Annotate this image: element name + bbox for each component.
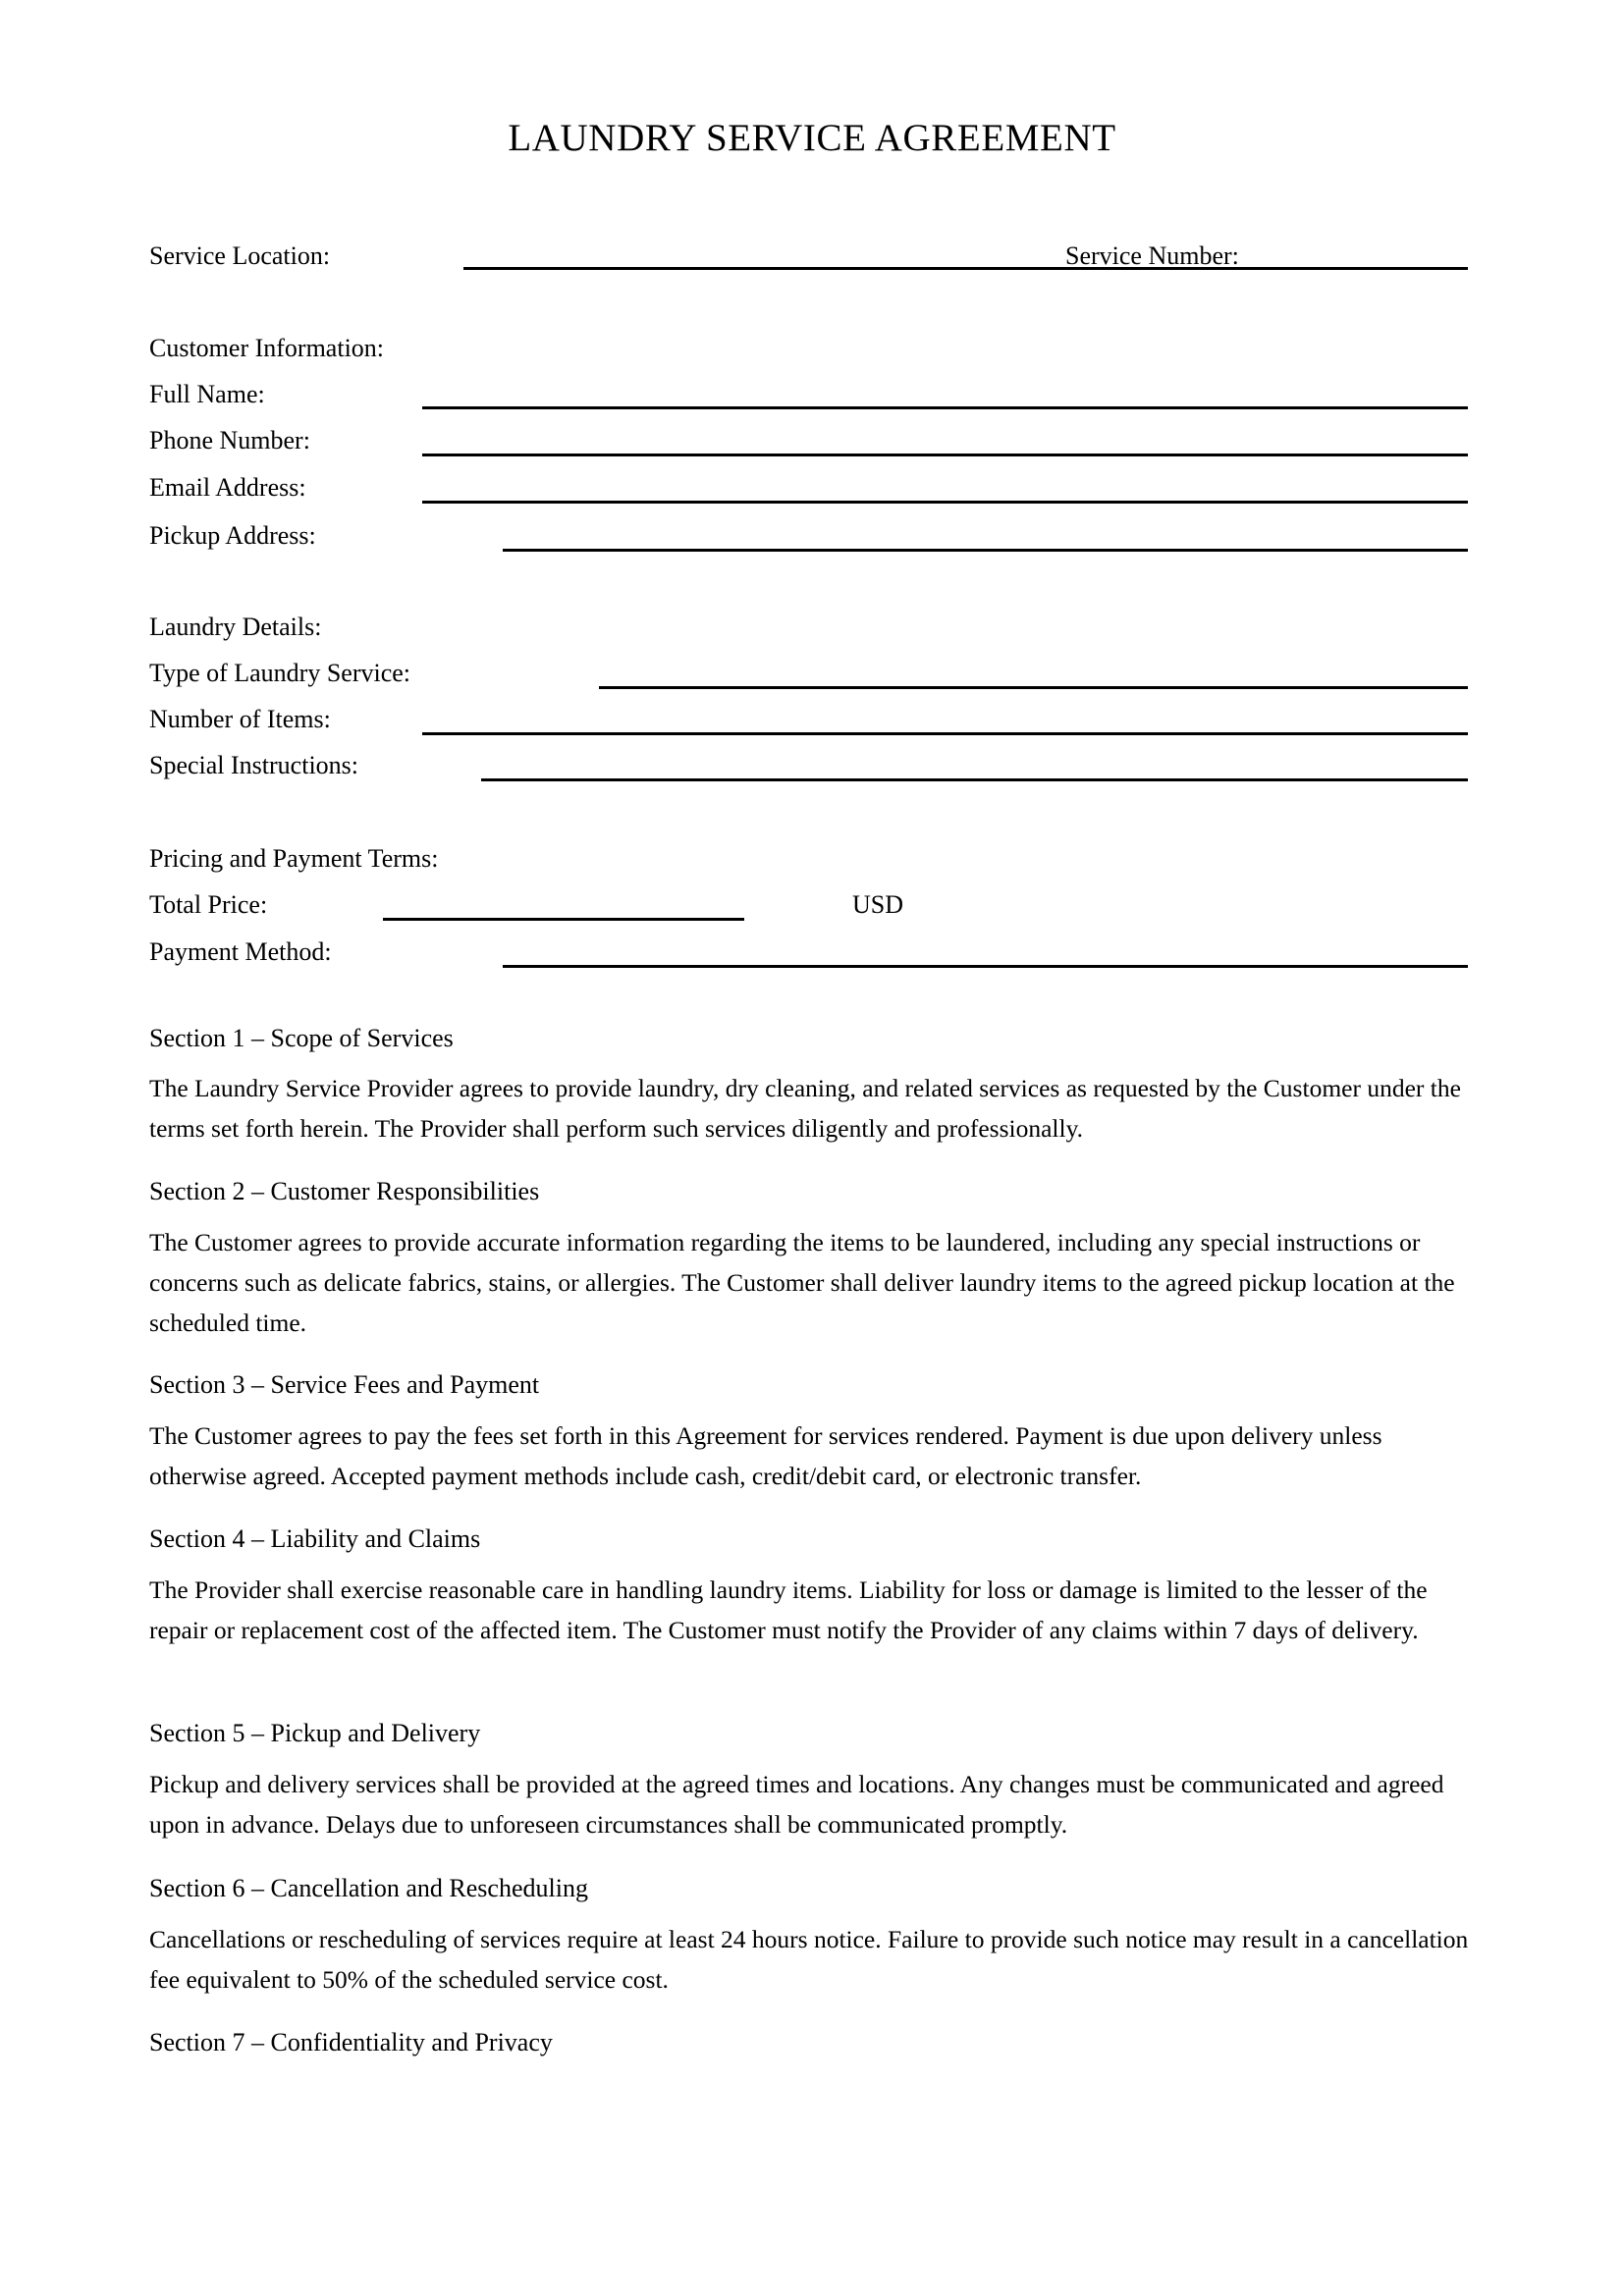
- section-3-heading: Section 3 – Service Fees and Payment: [149, 1370, 540, 1399]
- section-6-body: Cancellations or rescheduling of services require at least 24 hours notice. Failure to provide such notice may result in a cancellation fee equivalent to 50% of the scheduled service cost.: [149, 1925, 1469, 1994]
- section-6-heading: Section 6 – Cancellation and Rescheduling: [149, 1874, 588, 1902]
- payment-method-input-rule[interactable]: [503, 965, 1468, 968]
- pricing-and-payment-heading: Pricing and Payment Terms:: [149, 844, 439, 873]
- payment-method-label: Payment Method:: [149, 937, 332, 966]
- special-instructions-label: Special Instructions:: [149, 751, 359, 779]
- section-4-body: The Provider shall exercise reasonable care in handling laundry items. Liability for loss or damage is limited to the lesser of the repair or replacement cost of the affected item. The Customer must notify the Provider of any claims within 7 days of delivery.: [149, 1575, 1428, 1644]
- email-address-input-rule[interactable]: [422, 501, 1468, 504]
- type-of-laundry-service-label: Type of Laundry Service:: [149, 659, 411, 687]
- section-4-heading: Section 4 – Liability and Claims: [149, 1524, 481, 1553]
- phone-number-label: Phone Number:: [149, 426, 310, 454]
- special-instructions-input-rule[interactable]: [481, 778, 1468, 781]
- pickup-address-input-rule[interactable]: [503, 549, 1468, 552]
- customer-information-heading: Customer Information:: [149, 334, 385, 362]
- total-price-label: Total Price:: [149, 890, 268, 919]
- section-5-body: Pickup and delivery services shall be provided at the agreed times and locations. Any changes must be communicated and agreed upon in advance. Delays due to unforeseen circumstances shall be communicated promptly.: [149, 1770, 1444, 1839]
- section-2-body: The Customer agrees to provide accurate information regarding the items to be laundered, including any special instructions or concerns such as delicate fabrics, stains, or allergies. The Customer shall deliver laundry items to the agreed pickup location at the scheduled time.: [149, 1228, 1455, 1337]
- service-location-label: Service Location:: [149, 241, 331, 270]
- full-name-input-rule[interactable]: [422, 406, 1468, 409]
- section-1-body: The Laundry Service Provider agrees to provide laundry, dry cleaning, and related services as requested by the Customer under the terms set forth herein. The Provider shall perform such services diligently and professionally.: [149, 1074, 1461, 1143]
- section-5-heading: Section 5 – Pickup and Delivery: [149, 1719, 481, 1747]
- service-location-input-rule[interactable]: [463, 267, 1468, 270]
- page-title: LAUNDRY SERVICE AGREEMENT: [508, 117, 1116, 159]
- service-number-label: Service Number:: [1065, 241, 1239, 270]
- currency-label: USD: [852, 890, 904, 919]
- laundry-details-heading: Laundry Details:: [149, 613, 322, 641]
- pickup-address-label: Pickup Address:: [149, 521, 316, 550]
- full-name-label: Full Name:: [149, 380, 265, 408]
- type-of-laundry-service-input-rule[interactable]: [599, 686, 1468, 689]
- number-of-items-label: Number of Items:: [149, 705, 331, 733]
- section-1-heading: Section 1 – Scope of Services: [149, 1024, 454, 1052]
- section-7-heading: Section 7 – Confidentiality and Privacy: [149, 2028, 553, 2056]
- email-address-label: Email Address:: [149, 473, 306, 502]
- phone-number-input-rule[interactable]: [422, 454, 1468, 456]
- section-2-heading: Section 2 – Customer Responsibilities: [149, 1177, 540, 1205]
- section-3-body: The Customer agrees to pay the fees set forth in this Agreement for services rendered. Payment is due upon delivery unless otherwise agreed. Accepted payment methods include cash, credit/debit card, or electronic transfer.: [149, 1421, 1382, 1490]
- number-of-items-input-rule[interactable]: [422, 732, 1468, 735]
- total-price-input-rule[interactable]: [383, 918, 744, 921]
